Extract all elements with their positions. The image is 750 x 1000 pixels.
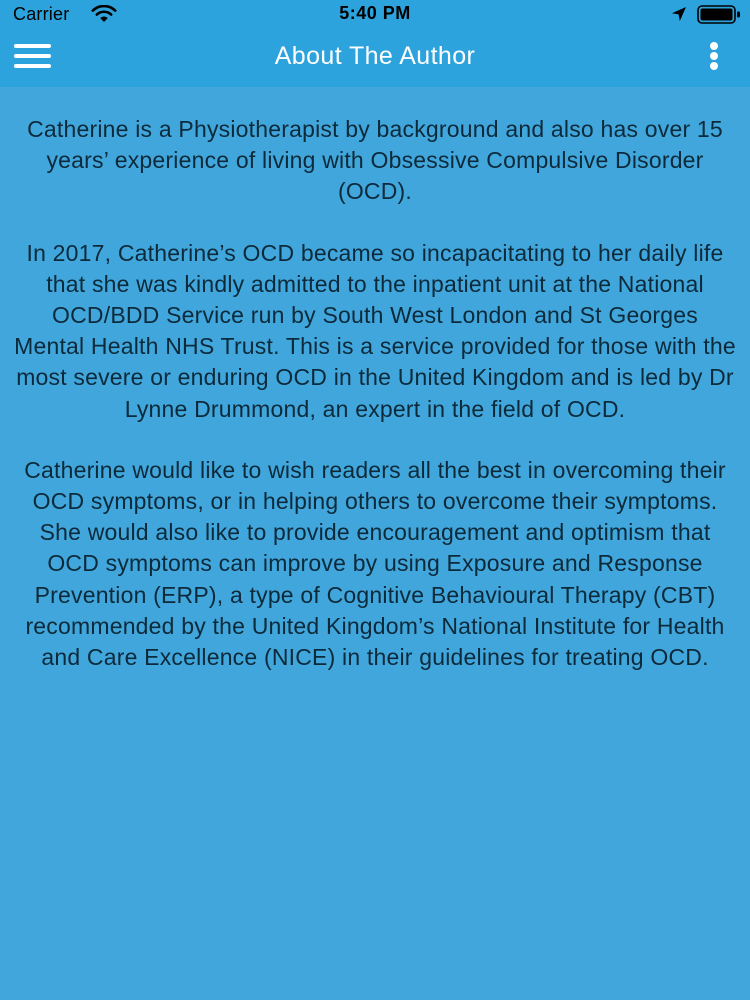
app-header (0, 0, 750, 87)
status-time: 5:40 PM (339, 3, 411, 23)
bio-paragraph-1: Catherine is a Physiotherapist by background and also has over 15 years’ experience of living with Obsessive Compulsive Disorder (OCD). (27, 116, 723, 205)
author-bio (14, 114, 736, 703)
page-title: About The Author (274, 42, 476, 70)
location-icon (671, 6, 687, 22)
bio-paragraph-2: In 2017, Catherine’s OCD became so incapacitating to her daily life that she was kindly admitted to the inpatient unit at the National OCD/BDD Service run by South West London and St Georges Mental Health NHS Trust. This is a service provided for those with the most severe or enduring OCD in the United Kingdom and is led by Dr Lynne Drummond, an expert in the field of OCD. (14, 239, 736, 422)
status-bar (0, 0, 750, 30)
bio-paragraph-3: Catherine would like to wish readers all the best in overcoming their OCD symptoms, or in helping others to overcome their symptoms. She would also like to provide encouragement and optimism that OCD symptoms can improve by using Exposure and Response Prevention (ERP), a type of Cognitive Behavioural Therapy (CBT) recommended by the United Kingdom’s National Institute for Health and Care Excellence (NICE) in their guidelines for treating OCD. (24, 456, 726, 671)
battery-icon (697, 5, 741, 24)
more-vertical-icon[interactable] (700, 40, 728, 72)
carrier-label: Carrier (13, 4, 70, 24)
